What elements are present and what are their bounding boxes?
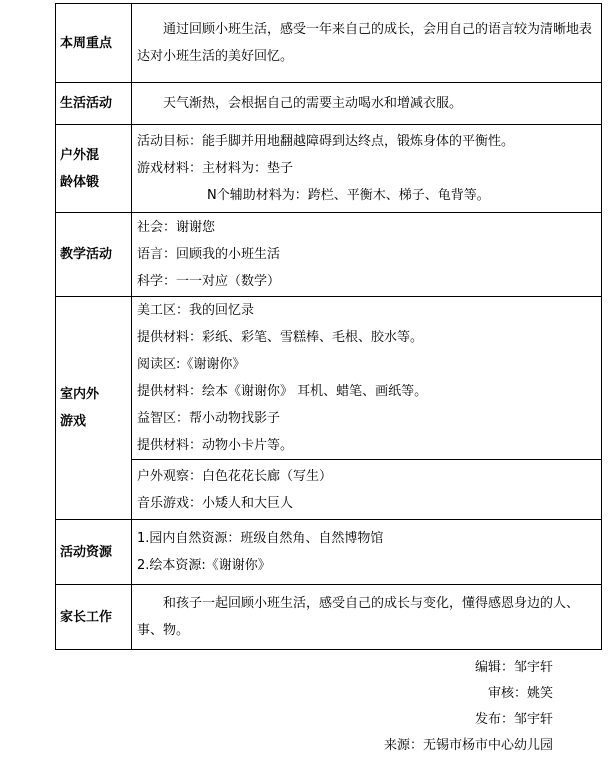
content-parent-work	[132, 585, 602, 650]
row-outdoor-exercise	[56, 125, 602, 213]
outdoor-observation: 户外观察：白色花花长廊（写生）	[137, 468, 333, 484]
source-credit: 来源：无锡市杨市中心幼儿园	[383, 738, 553, 753]
life-activity-text: 天气渐热，会根据自己的需要主动喝水和增减衣服。	[163, 96, 463, 111]
resource-nature: 1.园内自然资源：班级自然角、自然博物馆	[137, 531, 384, 546]
content-life-activity	[132, 83, 602, 125]
content-outdoor-games	[132, 460, 602, 520]
label-teaching-activity: 教学活动	[56, 213, 132, 297]
resource-picture-book: 2.绘本资源:《谢谢你》	[137, 558, 271, 573]
indoor-puzzle-area: 益智区：帮小动物找影子	[137, 411, 281, 426]
indoor-puzzle-materials: 提供材料：动物小卡片等。	[137, 438, 294, 453]
outdoor-aux-material: N个辅助材料为：跨栏、平衡木、梯子、龟背等。	[207, 188, 490, 203]
row-teaching-activity	[56, 213, 602, 297]
publisher-credit: 发布：邹宇轩	[474, 712, 553, 727]
music-game: 音乐游戏：小矮人和大巨人	[137, 495, 294, 511]
indoor-art-materials: 提供材料：彩纸、彩笔、雪糕棒、毛根、胶水等。	[137, 330, 424, 345]
label-life-activity: 生活活动	[56, 83, 132, 125]
reviewer-credit: 审核：姚笑	[487, 686, 553, 701]
row-activity-resources	[56, 520, 602, 585]
row-indoor-games	[56, 297, 602, 460]
label-games: 室内外游戏	[56, 297, 132, 520]
outdoor-goal: 活动目标：能手脚并用地翻越障碍到达终点，锻炼身体的平衡性。	[137, 134, 515, 149]
indoor-reading-area: 阅读区:《谢谢你》	[137, 357, 246, 372]
indoor-art-area: 美工区：我的回忆录	[137, 303, 255, 318]
credits-footer	[384, 655, 553, 759]
label-parent-work: 家长工作	[56, 585, 132, 650]
row-weekly-focus	[56, 4, 602, 83]
content-teaching-activity	[132, 213, 602, 297]
row-parent-work	[56, 585, 602, 650]
label-activity-resources: 活动资源	[56, 520, 132, 585]
teaching-social: 社会：谢谢您	[137, 220, 216, 235]
weekly-plan-table	[55, 3, 602, 650]
label-weekly-focus: 本周重点	[56, 4, 132, 83]
editor-credit: 编辑：邹宇轩	[474, 660, 553, 675]
teaching-language: 语言：回顾我的小班生活	[137, 247, 281, 262]
row-life-activity	[56, 83, 602, 125]
parent-work-text: 和孩子一起回顾小班生活，感受自己的成长与变化，懂得感恩身边的人、事、物。	[137, 596, 580, 638]
indoor-reading-materials: 提供材料：绘本《谢谢你》 耳机、蜡笔、画纸等。	[137, 384, 428, 399]
content-indoor-games	[132, 297, 602, 460]
label-outdoor-exercise: 户外混龄体锻	[56, 125, 132, 213]
row-outdoor-games	[56, 460, 602, 520]
outdoor-main-material: 游戏材料：主材料为：垫子	[137, 161, 294, 176]
weekly-focus-text: 通过回顾小班生活，感受一年来自己的成长，会用自己的语言较为清晰地表达对小班生活的美好回忆。	[137, 22, 593, 64]
teaching-science: 科学：一一对应（数学）	[137, 274, 281, 289]
content-weekly-focus	[132, 4, 602, 83]
content-activity-resources	[132, 520, 602, 585]
content-outdoor-exercise	[132, 125, 602, 213]
